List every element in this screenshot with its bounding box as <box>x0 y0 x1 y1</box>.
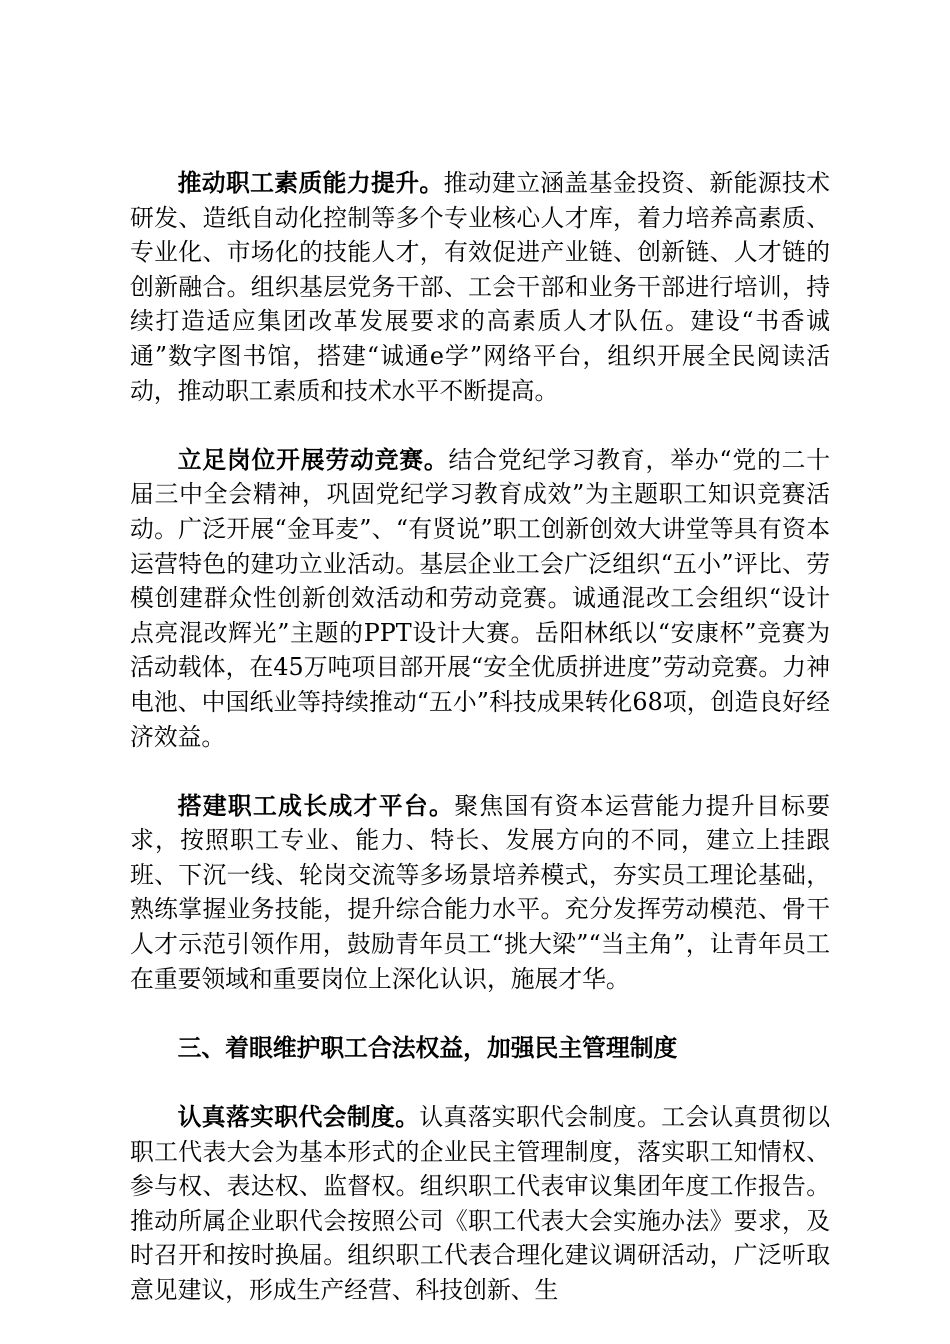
paragraph-body: 认真落实职代会制度。工会认真贯彻以职工代表大会为基本形式的企业民主管理制度，落实职工知情权、参与权、表达权、监督权。组织职工代表审议集团年度工作报告。推动所属企业职代会按照公司《职工代表大会实施办法》要求，及时召开和按时换届。组织职工代表合理化建议调研活动，广泛听取意见建议，形成生产经营、科技创新、生 <box>130 1103 831 1304</box>
paragraph-growth-platform <box>130 789 830 997</box>
paragraph-body: 聚焦国有资本运营能力提升目标要求，按照职工专业、能力、特长、发展方向的不同，建立上挂跟班、下沉一线、轮岗交流等多场景培养模式，夯实员工理论基础，熟练掌握业务技能，提升综合能力水平。充分发挥劳动模范、骨干人才示范引领作用，鼓励青年员工“挑大梁”“当主角”，让青年员工在重要领域和重要岗位上深化认识，施展才华。 <box>130 791 831 993</box>
paragraph-lead: 推动职工素质能力提升。 <box>177 169 444 197</box>
paragraph-labor-competition <box>130 443 830 754</box>
section-heading: 三、着眼维护职工合法权益，加强民主管理制度 <box>177 1033 678 1062</box>
paragraph-lead: 搭建职工成长成才平台。 <box>177 791 455 820</box>
paragraph-body: 推动建立涵盖基金投资、新能源技术研发、造纸自动化控制等多个专业核心人才库，着力培养高素质、专业化、市场化的技能人才，有效促进产业链、创新链、人才链的创新融合。组织基层党务干部、工会干部和业务干部进行培训，持续打造适应集团改革发展要求的高素质人才队伍。建设“书香诚通”数字图书馆，搭建“诚通e学”网络平台，组织开展全民阅读活动，推动职工素质和技术水平不断提高。 <box>130 169 831 405</box>
paragraph-body: 结合党纪学习教育，举办“党的二十届三中全会精神，巩固党纪学习教育成效”为主题职工知识竞赛活动。广泛开展“金耳麦”、“有贤说”职工创新创效大讲堂等具有资本运营特色的建功立业活动。基层企业工会广泛组织“五小”评比、劳模创建群众性创新创效活动和劳动竞赛。诚通混改工会组织“设计点亮混改辉光”主题的PPT设计大赛。岳阳林纸以“安康杯”竞赛为活动载体，在45万吨项目部开展“安全优质拼进度”劳动竞赛。力神电池、中国纸业等持续推动“五小”科技成果转化68项，创造良好经济效益。 <box>130 445 830 751</box>
paragraph-lead: 认真落实职代会制度。 <box>177 1103 420 1132</box>
paragraph-congress-system <box>130 1100 830 1308</box>
document-page <box>130 166 830 1342</box>
paragraph-staff-quality <box>130 166 830 408</box>
paragraph-lead: 立足岗位开展劳动竞赛。 <box>177 445 449 474</box>
